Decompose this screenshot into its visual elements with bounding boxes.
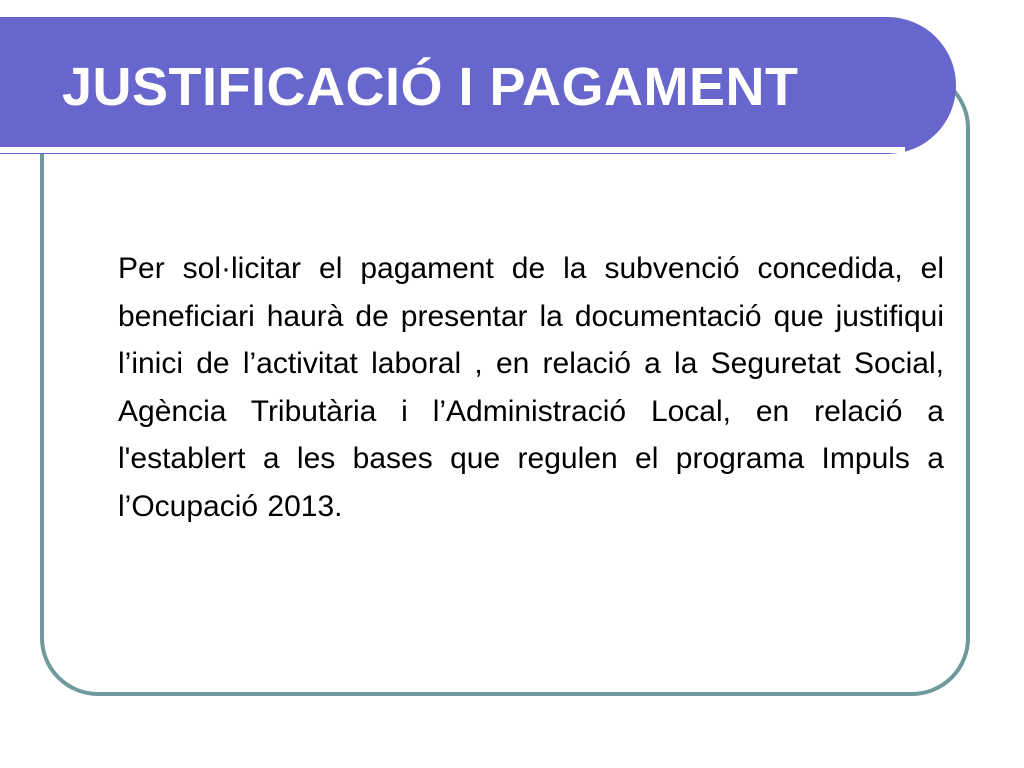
body-paragraph: Per sol·licitar el pagament de la subvenció concedida, el beneficiari haurà de presentar la documentació que justifiqui l’inici de l’activitat laboral , en relació a la Seguretat Social, Agència Tributària i l’Administració Local, en relació a l'establert a les bases que regulen el programa Impuls a l’Ocupació 2013.: [118, 252, 944, 523]
title-underline: [0, 147, 905, 153]
slide-title: JUSTIFICACIÓ I PAGAMENT: [62, 57, 799, 117]
title-banner: [0, 17, 956, 154]
